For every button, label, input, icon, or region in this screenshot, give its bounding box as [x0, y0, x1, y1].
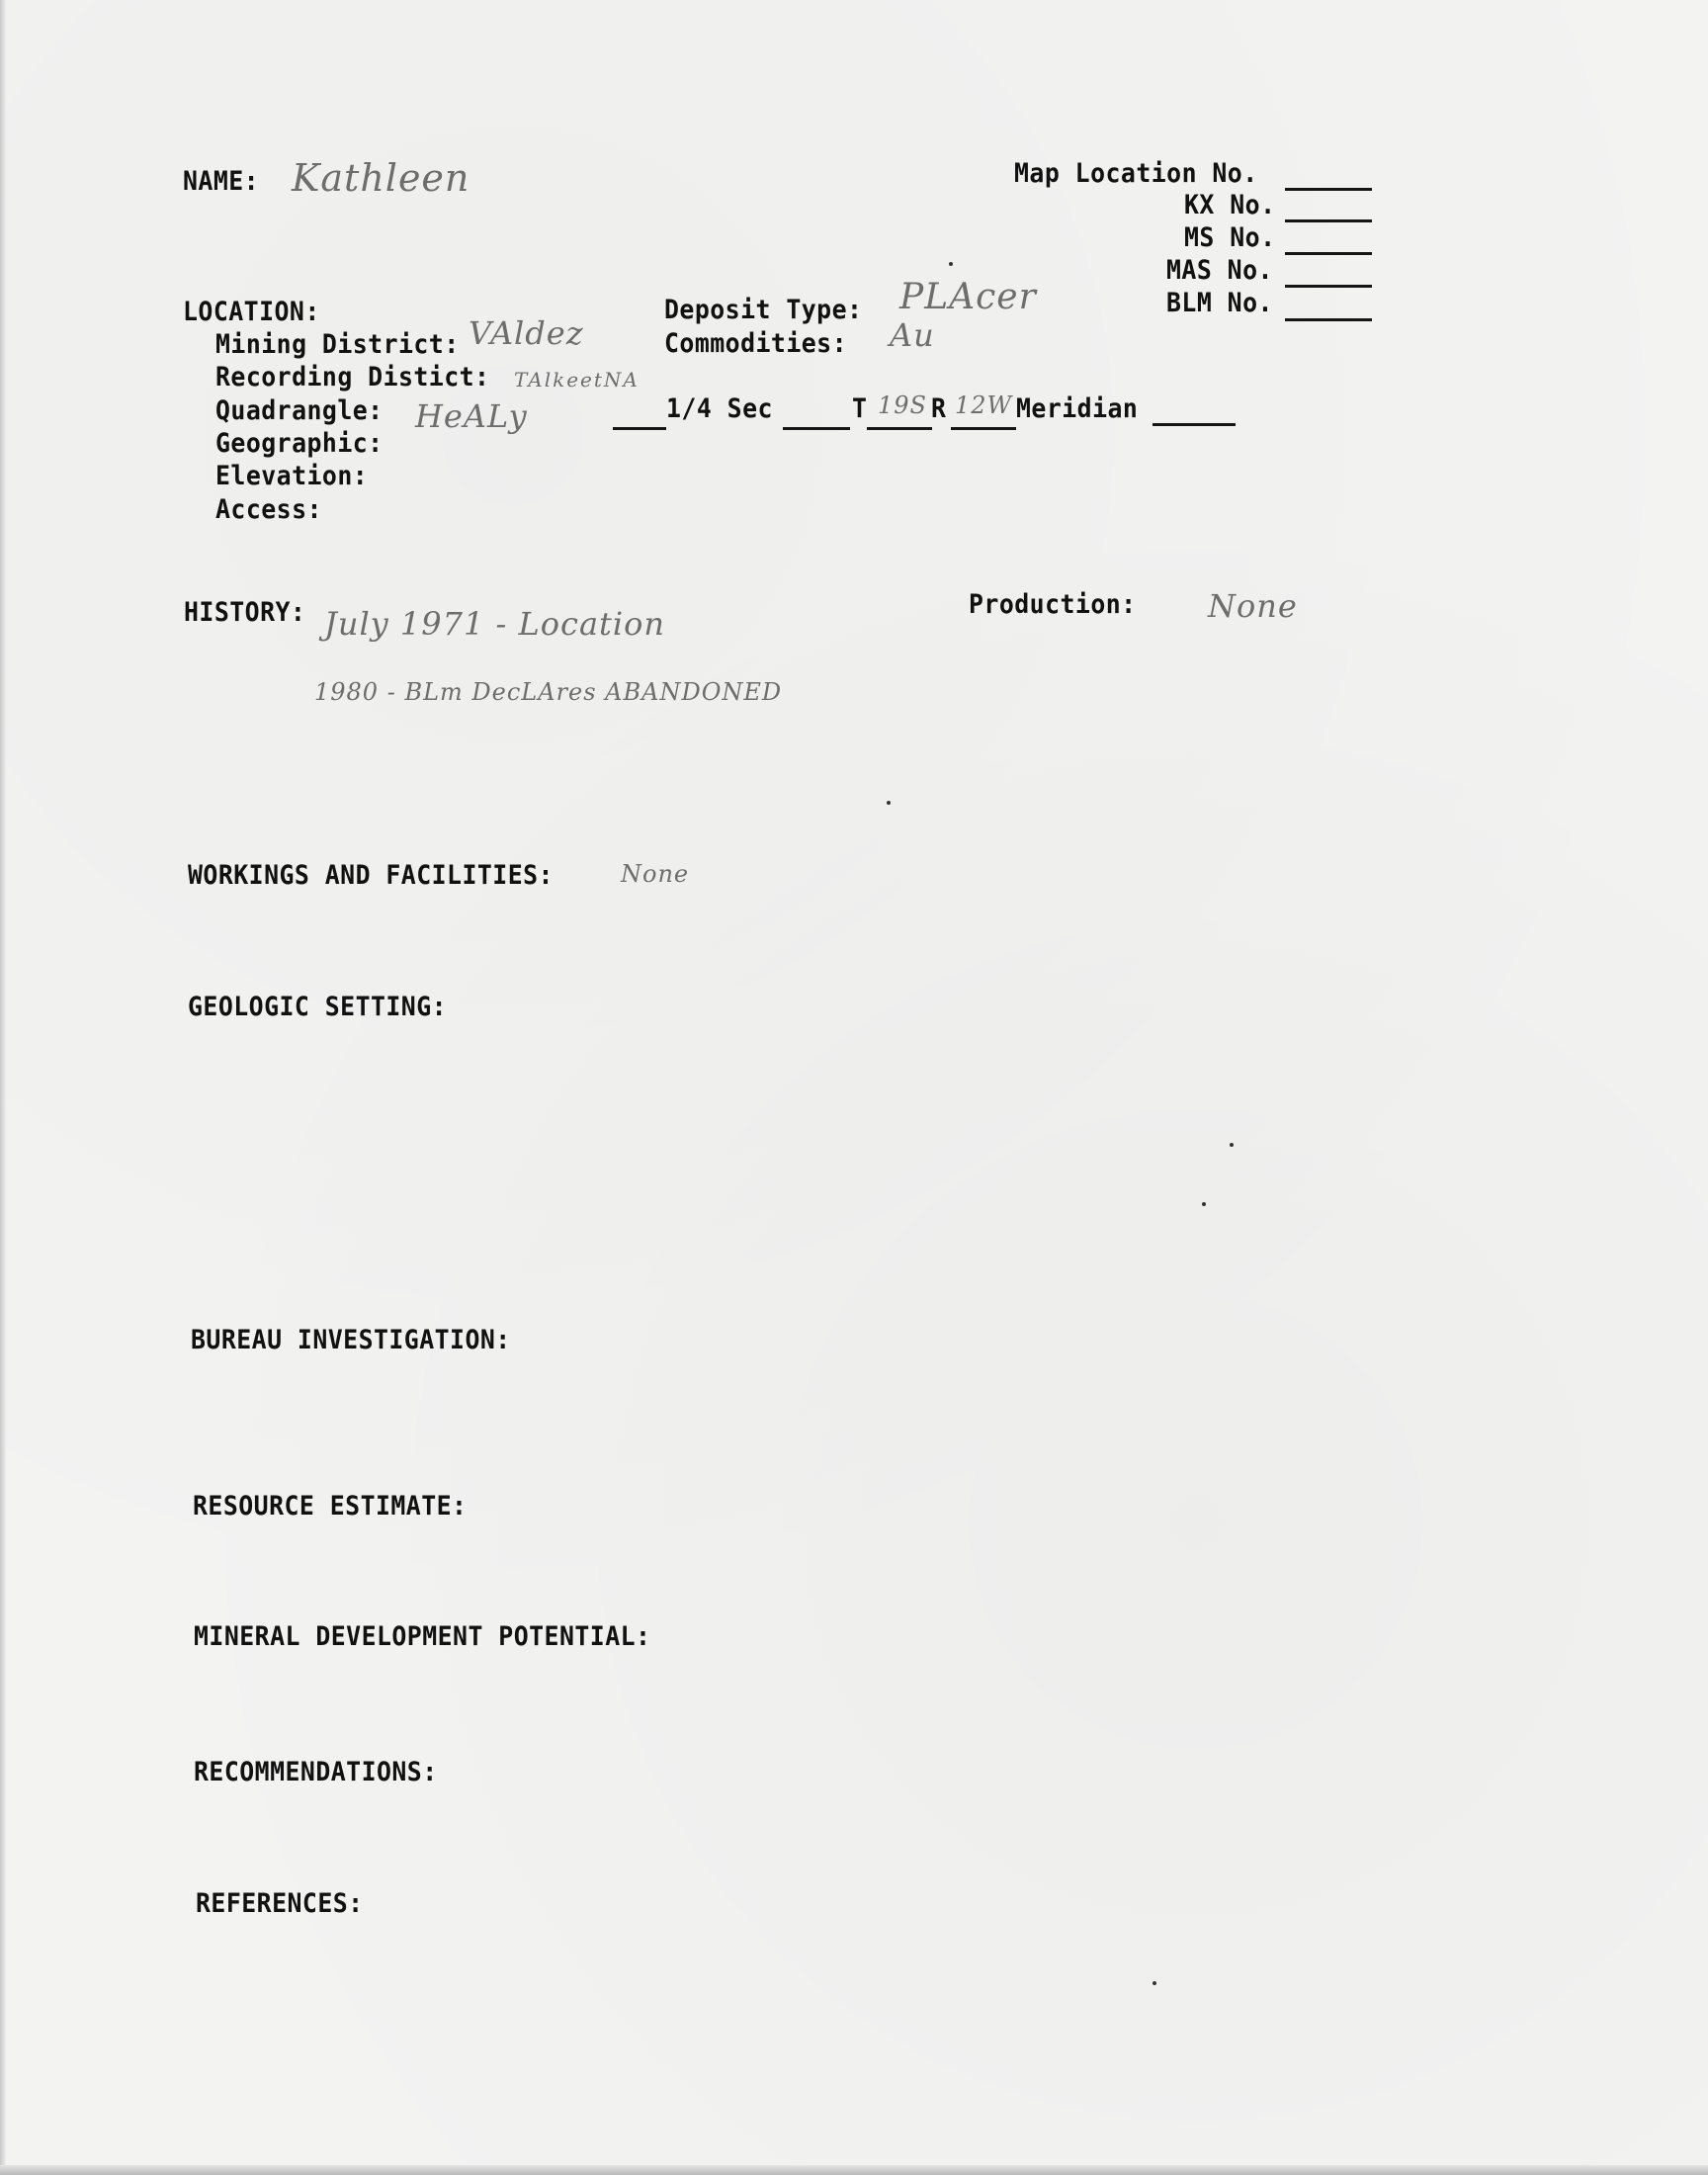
commodities-value: Au	[890, 316, 935, 354]
history-line-1: July 1971 - Location	[324, 605, 665, 643]
quarter-blank	[613, 427, 666, 430]
recommendations-label: RECOMMENDATIONS:	[194, 1757, 438, 1787]
recording-district-label: Recording Distict:	[215, 362, 490, 392]
production-value: None	[1208, 587, 1298, 625]
speck	[1153, 1981, 1156, 1985]
mining-district-value: VAldez	[469, 314, 584, 352]
geographic-label: Geographic:	[215, 428, 384, 459]
township-label: T	[852, 393, 868, 424]
deposit-type-value: PLAcer	[899, 277, 1037, 317]
references-label: REFERENCES:	[196, 1888, 364, 1919]
history-line-2: 1980 - BLm DecLAres ABANDONED	[314, 678, 783, 706]
range-label: R	[931, 393, 947, 424]
access-label: Access:	[215, 494, 322, 525]
quarter-sec-label: 1/4 Sec	[666, 393, 773, 424]
mining-district-label: Mining District:	[215, 329, 460, 360]
mas-blank	[1285, 285, 1372, 288]
blm-blank	[1285, 318, 1372, 321]
commodities-label: Commodities:	[664, 328, 847, 359]
quadrangle-value: HeALy	[415, 397, 528, 435]
production-label: Production:	[969, 589, 1137, 620]
range-blank	[951, 427, 1016, 430]
deposit-type-label: Deposit Type:	[664, 295, 863, 325]
workings-label: WORKINGS AND FACILITIES:	[188, 860, 554, 891]
meridian-blank	[1153, 423, 1236, 426]
location-label: LOCATION:	[183, 297, 320, 327]
mineral-development-label: MINERAL DEVELOPMENT POTENTIAL:	[194, 1621, 651, 1652]
name-value: Kathleen	[292, 156, 470, 200]
elevation-label: Elevation:	[215, 461, 369, 491]
resource-estimate-label: RESOURCE ESTIMATE:	[193, 1491, 468, 1522]
history-label: HISTORY:	[184, 597, 306, 628]
sec-blank	[783, 427, 850, 430]
map-location-label: Map Location No.	[1014, 158, 1258, 189]
blm-label: BLM No.	[1166, 288, 1273, 318]
ms-blank	[1285, 252, 1372, 255]
page-edge-bottom	[0, 2165, 1708, 2175]
speck	[1202, 1202, 1206, 1206]
quadrangle-label: Quadrangle:	[215, 395, 384, 426]
speck	[949, 262, 953, 266]
map-location-blank	[1285, 188, 1372, 191]
recording-district-value: TAlkeetNA	[514, 368, 640, 392]
geologic-setting-label: GEOLOGIC SETTING:	[188, 992, 448, 1022]
workings-value: None	[621, 860, 690, 888]
mas-label: MAS No.	[1166, 255, 1273, 286]
meridian-label: Meridian	[1016, 393, 1139, 424]
speck	[887, 801, 891, 805]
page-edge-left	[0, 0, 6, 2175]
name-label: NAME:	[183, 166, 260, 197]
kx-label: KX No.	[1184, 190, 1276, 220]
ms-label: MS No.	[1184, 222, 1276, 253]
range-value: 12W	[955, 392, 1013, 419]
kx-blank	[1285, 219, 1372, 222]
township-blank	[867, 427, 932, 430]
speck	[1230, 1143, 1234, 1147]
township-value: 19S	[878, 392, 927, 419]
bureau-investigation-label: BUREAU INVESTIGATION:	[191, 1325, 511, 1355]
